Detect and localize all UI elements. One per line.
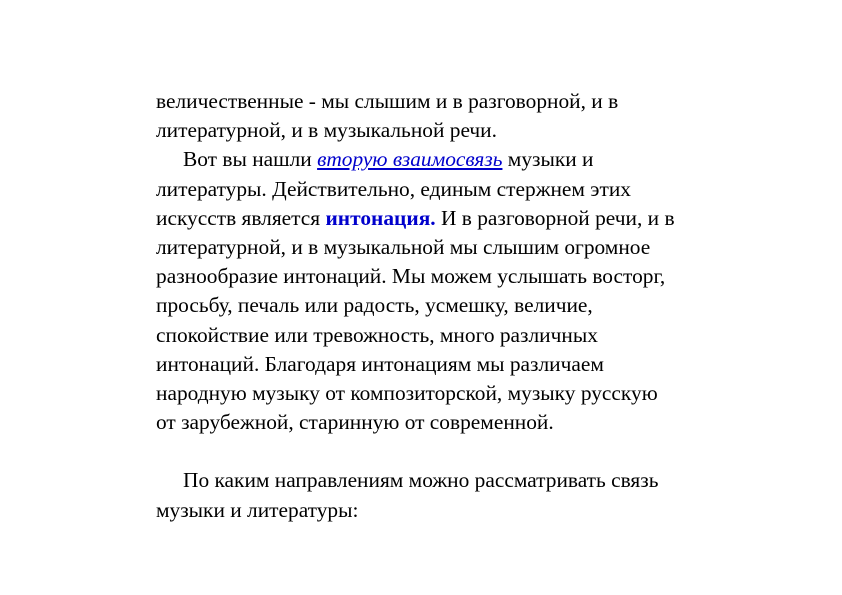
intonation-keyword: интонация. — [325, 205, 436, 230]
paragraph-1-line-1: величественные - мы слышим и в разговорной, и в — [156, 89, 619, 113]
paragraph-2-line-8: интонаций. Благодаря интонациям мы различаем — [156, 351, 604, 376]
document-text — [156, 87, 776, 525]
paragraph-2-line-9: народную музыку от композиторской, музыку русскую — [156, 380, 658, 405]
paragraph-2-line-4: литературной, и в музыкальной мы слышим огромное — [156, 234, 651, 259]
paragraph-2-line-3-pre: искусств является — [156, 205, 326, 230]
paragraph-2-line-2: литературы. Действительно, единым стержнем этих — [156, 176, 631, 201]
paragraph-2-line-3 — [156, 204, 776, 233]
paragraph-3-line-2: музыки и литературы: — [156, 497, 359, 522]
paragraph-2-line-1 — [156, 145, 776, 174]
paragraph-2-line-5: разнообразие интонаций. Мы можем услышать восторг, — [156, 264, 666, 289]
paragraph-2-line-1-pre: Вот вы нашли — [183, 147, 318, 172]
paragraph-2-line-1-post: музыки и — [502, 147, 594, 172]
paragraph-2-line-10: от зарубежной, старинную от современной. — [156, 410, 554, 435]
second-connection-link[interactable]: вторую взаимосвязь — [317, 147, 503, 172]
paragraph-gap — [156, 437, 776, 466]
paragraph-2-line-7: спокойствие или тревожность, много различных — [156, 322, 598, 347]
paragraph-2-line-3-post: И в разговорной речи, и в — [435, 205, 675, 230]
paragraph-2-line-6: просьбу, печаль или радость, усмешку, величие, — [156, 293, 593, 318]
paragraph-3-line-1: По каким направлениям можно рассматривать связь — [183, 468, 659, 493]
paragraph-1-line-2: литературной, и в музыкальной речи. — [156, 118, 497, 143]
